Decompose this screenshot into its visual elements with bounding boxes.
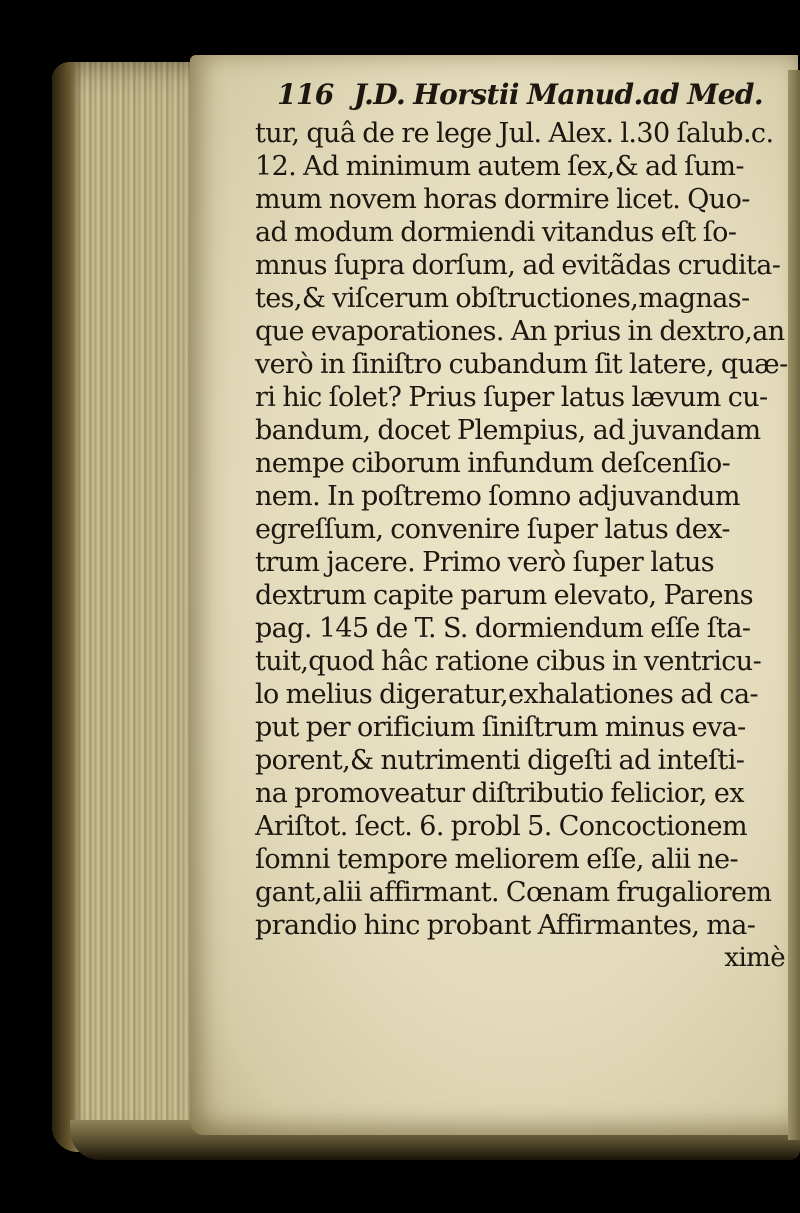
text-line: ad modum dormiendi vitandus eſt ſo-	[255, 217, 737, 248]
text-line: gant,alii affirmant. Cœnam frugaliorem	[255, 877, 772, 908]
text-line: mum novem horas dormire licet. Quo-	[255, 184, 750, 215]
catchword: ximè	[724, 943, 785, 973]
text-line: lo melius digeratur,exhalationes ad ca-	[255, 679, 758, 710]
text-line: egreſſum, convenire ſuper latus dex-	[255, 514, 730, 545]
text-line: nem. In poſtremo ſomno adjuvandum	[255, 481, 740, 512]
text-line: pag. 145 de T. S. dormiendum eſſe ſta-	[255, 613, 751, 644]
text-line: que evaporationes. An prius in dextro,an	[255, 316, 785, 347]
text-line: na promoveatur diſtributio felicior, ex	[255, 778, 744, 809]
text-line: dextrum capite parum elevato, Parens	[255, 580, 754, 611]
text-line: nempe ciborum infundum deſcenſio-	[255, 448, 731, 479]
running-head: J.D. Horstii Manud.ad Med.	[353, 78, 764, 111]
page-number: 116	[277, 78, 334, 111]
text-line: tes,& viſcerum obſtructiones,magnas-	[255, 283, 750, 314]
text-line: ſomni tempore meliorem eſſe, alii ne-	[255, 844, 739, 875]
text-line: 12. Ad minimum autem ſex,& ad ſum-	[255, 151, 744, 182]
text-line: verò in ſiniſtro cubandum ſit latere, quæ-	[255, 349, 788, 380]
text-line: ri hic ſolet? Prius ſuper latus lævum cu-	[255, 382, 768, 413]
text-line: put per orificium ſiniſtrum minus eva-	[255, 712, 746, 743]
text-line: prandio hinc probant Affirmantes, ma-	[255, 910, 756, 941]
text-line: Ariſtot. ſect. 6. probl 5. Concoctionem	[255, 811, 748, 842]
running-header	[277, 78, 795, 111]
text-line: tur, quâ de re lege Jul. Alex. l.30 ſalub.c.	[255, 118, 774, 149]
binding-shadow	[52, 62, 82, 1152]
text-line: mnus ſupra dorſum, ad evitãdas crudita-	[255, 250, 781, 281]
page-text	[255, 78, 795, 975]
text-line: trum jacere. Primo verò ſuper latus	[255, 547, 715, 578]
text-line: tuit,quod hâc ratione cibus in ventricu-	[255, 646, 762, 677]
text-line: porent,& nutrimenti digeſti ad inteſti-	[255, 745, 745, 776]
text-line: bandum, docet Plempius, ad juvandam	[255, 415, 761, 446]
